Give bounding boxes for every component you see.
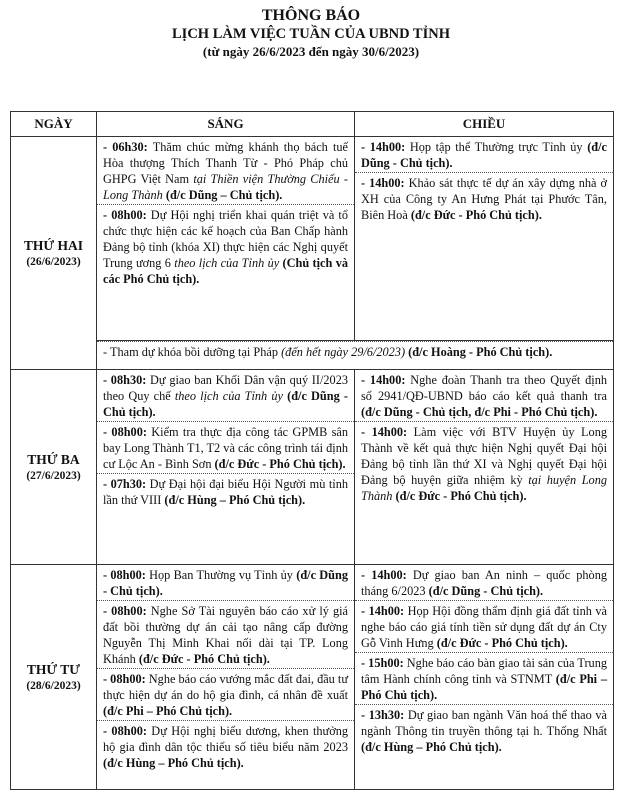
item-time: - 08h00: xyxy=(103,568,146,582)
full-day-text: - Tham dự khóa bồi dưỡng tại Pháp xyxy=(103,344,282,359)
schedule-item xyxy=(97,720,354,772)
afternoon-cell xyxy=(355,565,614,790)
item-person: (đ/c Đức - Phó Chủ tịch). xyxy=(138,652,270,666)
schedule-body xyxy=(11,137,614,790)
item-text: Nghe báo cáo vướng mắc đất đai, đầu tư thực hiện dự án do hộ gia đình, cá nhân đề xuất xyxy=(103,672,348,702)
item-time: - 08h00: xyxy=(103,672,146,686)
item-time: - 08h00: xyxy=(103,425,147,439)
item-time: - 07h30: xyxy=(103,477,147,491)
item-text: Nghe đoàn Thanh tra theo Quyết định số 2941/QĐ-UBND báo cáo kết quả thanh tra xyxy=(361,373,607,403)
item-person: (đ/c Dũng – Chủ tịch). xyxy=(162,188,283,202)
item-time: - 08h00: xyxy=(103,208,147,222)
item-location: theo lịch của Tỉnh ủy xyxy=(174,256,280,270)
item-person: (đ/c Phi – Phó Chủ tịch). xyxy=(361,672,607,702)
item-time: - 14h00: xyxy=(361,140,406,154)
item-text: Khảo sát thực tế dự án xây dựng nhà ở XH của Công ty An Hưng Phát tại Phước Tân, Biên Hoà xyxy=(361,176,607,222)
schedule-item xyxy=(97,600,354,668)
schedule-item xyxy=(97,137,354,204)
item-text: Họp Hội đồng thẩm định giá đất tỉnh và nghe báo cáo giá tính tiền sử dụng đất dự án Cty Gỗ Vinh Hưng xyxy=(361,604,607,650)
item-text: Thăm chúc mừng khánh thọ bách tuế Hòa thượng Thích Thanh Từ - Phó Pháp chủ GHPG Việt Nam xyxy=(103,140,348,186)
item-text: Nghe báo cáo bàn giao tài sản của Trung tâm Hành chính công tỉnh và STNMT xyxy=(361,656,607,686)
item-location: tại huyện Long Thành xyxy=(361,473,607,503)
day-cell xyxy=(11,137,97,370)
schedule-item xyxy=(355,421,613,505)
schedule-item xyxy=(355,370,613,421)
schedule-item xyxy=(355,565,613,600)
col-afternoon: CHIỀU xyxy=(355,112,614,137)
item-text: Kiểm tra thực địa công tác GPMB sân bay Long Thành T1, T2 và các công trình tái định cư Lộc An - Bình Sơn xyxy=(103,425,349,471)
day-row xyxy=(11,137,614,341)
document-subtitle: LỊCH LÀM VIỆC TUẦN CỦA UBND TỈNH xyxy=(172,26,450,42)
schedule-item xyxy=(97,565,354,600)
day-date: (27/6/2023) xyxy=(26,469,81,482)
item-time: - 15h00: xyxy=(361,656,404,670)
schedule-item xyxy=(97,204,354,288)
schedule-item xyxy=(97,473,354,509)
item-person: (đ/c Hùng – Phó Chủ tịch). xyxy=(164,493,306,507)
schedule-item xyxy=(97,421,354,473)
item-time: - 14h00: xyxy=(361,373,406,387)
item-text: Làm việc với BTV Huyện ủy Long Thành về kết quả thực hiện Nghị quyết Đại hội Đảng bộ tỉnh lần thứ XI và Nghị quyết Đại hội Đảng bộ huyện giữa nhiệm kỳ xyxy=(361,425,607,487)
item-person: (đ/c Dũng - Chủ tịch). xyxy=(103,389,348,419)
full-day-cell xyxy=(97,340,614,369)
schedule-item xyxy=(355,137,613,172)
full-day-person: (đ/c Hoàng - Phó Chủ tịch). xyxy=(405,344,553,359)
item-text: Dự Hội nghị triển khai quán triệt và tổ chức thực hiện các kế hoạch của Ban Chấp hành Đảng bộ tỉnh (khóa XI) thực hiện các Nghị quyết Trung ương 6 xyxy=(103,208,348,270)
day-cell xyxy=(11,565,97,790)
item-time: - 14h00: xyxy=(361,568,407,582)
schedule-item xyxy=(355,172,613,224)
item-time: - 08h30: xyxy=(103,373,147,387)
col-day: NGÀY xyxy=(11,112,97,137)
schedule-item xyxy=(355,704,613,756)
item-time: - 08h00: xyxy=(103,604,147,618)
date-range: (từ ngày 26/6/2023 đến ngày 30/6/2023) xyxy=(202,44,420,59)
item-time: - 14h00: xyxy=(361,425,408,439)
schedule-item xyxy=(355,600,613,652)
afternoon-cell xyxy=(355,370,614,565)
item-person: (đ/c Dũng - Chủ tịch, đ/c Phi - Phó Chủ tịch). xyxy=(361,405,598,419)
item-person: (đ/c Dũng - Chủ tịch). xyxy=(428,584,544,598)
day-date: (26/6/2023) xyxy=(26,255,81,268)
day-row xyxy=(11,370,614,565)
document-header xyxy=(0,6,622,60)
schedule-table xyxy=(10,111,614,790)
item-person: (đ/c Đức - Phó Chủ tịch). xyxy=(214,457,346,471)
full-day-item xyxy=(97,341,613,362)
morning-cell xyxy=(97,370,355,565)
afternoon-cell xyxy=(355,137,614,341)
item-person: (đ/c Dũng - Chủ tịch). xyxy=(361,140,607,170)
item-person: (đ/c Đức - Phó Chủ tịch). xyxy=(436,636,568,650)
day-name: THỨ HAI xyxy=(23,237,84,253)
full-day-row xyxy=(11,340,614,369)
item-time: - 06h30: xyxy=(103,140,148,154)
item-text: Dự giao ban Khối Dân vận quý II/2023 theo Quy chế xyxy=(103,373,349,403)
item-text: Họp tập thể Thường trực Tỉnh ủy xyxy=(405,140,588,154)
item-text: Dự Hội nghị biểu dương, khen thưởng hộ gia đình dân tộc thiểu số tiêu biểu năm 2023 xyxy=(103,724,348,754)
day-name: THỨ BA xyxy=(27,451,80,467)
item-text: Dự Đại hội đại biểu Hội Người mù tỉnh lần thứ VIII xyxy=(103,477,348,507)
item-text: Dự giao ban An ninh – quốc phòng tháng 6/2023 xyxy=(361,568,607,598)
day-cell xyxy=(11,370,97,565)
item-person: (đ/c Phi – Phó Chủ tịch). xyxy=(103,704,233,718)
schedule-item xyxy=(97,668,354,720)
item-text: Dự giao ban ngành Văn hoá thể thao và ngành Thông tin truyền thông tại h. Thống Nhất xyxy=(361,708,607,738)
day-row xyxy=(11,565,614,790)
item-time: - 13h30: xyxy=(361,708,405,722)
schedule-item xyxy=(355,652,613,704)
item-time: - 14h00: xyxy=(361,176,405,190)
morning-cell xyxy=(97,137,355,341)
item-time: - 08h00: xyxy=(103,724,147,738)
item-person: (đ/c Hùng – Phó Chủ tịch). xyxy=(361,740,502,754)
morning-cell xyxy=(97,565,355,790)
header-row xyxy=(11,112,614,137)
col-morning: SÁNG xyxy=(97,112,355,137)
item-person: (đ/c Dũng - Chủ tịch). xyxy=(103,568,348,598)
item-text: Họp Ban Thường vụ Tỉnh ủy xyxy=(145,568,297,582)
item-person: (đ/c Đức - Phó Chủ tịch). xyxy=(392,489,527,503)
schedule-item xyxy=(97,370,354,421)
item-location: theo lịch của Tỉnh ủy xyxy=(174,389,283,403)
day-name: THỨ TƯ xyxy=(26,661,81,677)
item-person: (đ/c Đức - Phó Chủ tịch). xyxy=(410,208,542,222)
full-day-period: (đến hết ngày 29/6/2023) xyxy=(281,344,406,359)
day-date: (28/6/2023) xyxy=(26,679,81,692)
item-time: - 14h00: xyxy=(361,604,405,618)
item-location: tại Thiền viện Thường Chiếu - Long Thành xyxy=(103,172,348,202)
item-person: (đ/c Hùng – Phó Chủ tịch). xyxy=(103,756,244,770)
document-title: THÔNG BÁO xyxy=(261,7,361,24)
item-person: (Chủ tịch và các Phó Chủ tịch). xyxy=(103,256,348,286)
item-text: Nghe Sở Tài nguyên báo cáo xử lý giá đất bồi thường dự án cải tạo nâng cấp đường Nguyễn Thị Minh Khai nối dài tại TP. Long Khánh xyxy=(103,604,348,666)
